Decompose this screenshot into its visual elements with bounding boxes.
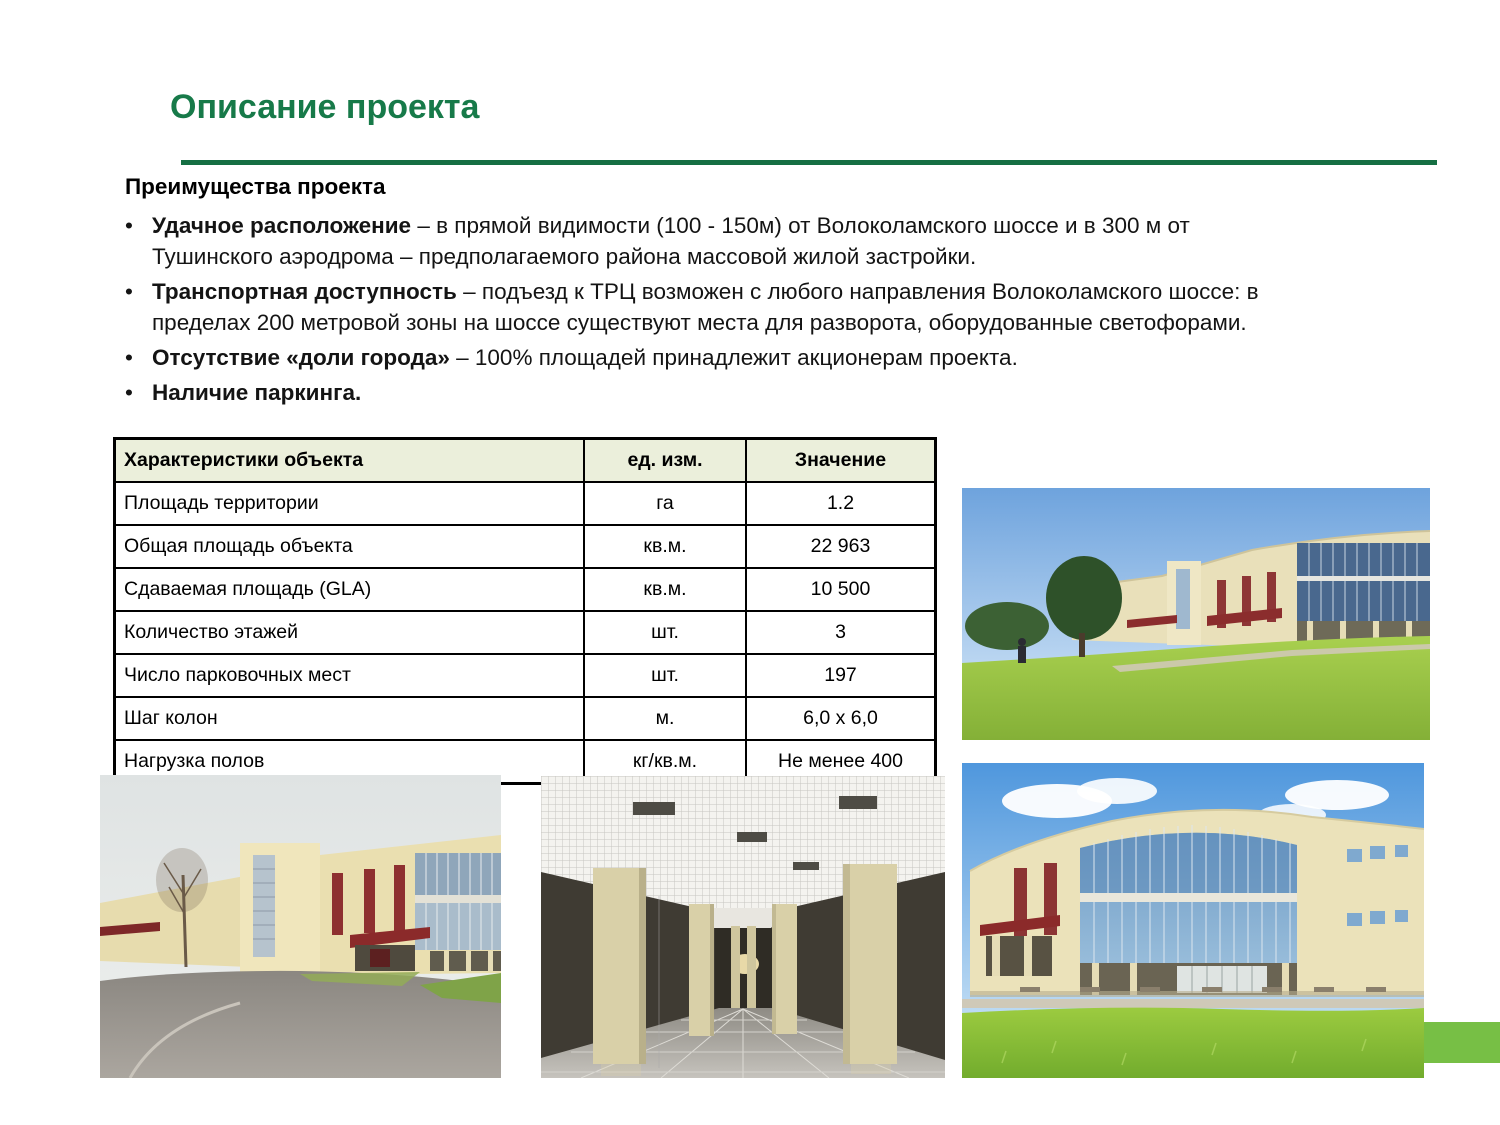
advantages-heading: Преимущества проекта [125,174,386,199]
row-unit: кв.м. [584,568,746,611]
table-row [115,525,936,568]
bullet-marker: • [125,279,133,304]
row-label: Количество этажей [115,611,585,654]
page-title: Описание проекта [170,88,480,126]
table-row [115,482,936,525]
row-unit: шт. [584,611,746,654]
row-value: Не менее 400 [746,740,936,784]
bullet-marker: • [125,380,133,405]
row-label: Сдаваемая площадь (GLA) [115,568,585,611]
bullet-item-location [125,210,1315,272]
row-value: 197 [746,654,936,697]
bullet-lead: Отсутствие «доли города» [152,345,450,370]
row-label: Число парковочных мест [115,654,585,697]
object-characteristics-table [113,437,937,785]
table-row [115,611,936,654]
row-label: Шаг колон [115,697,585,740]
advantages-section [125,174,1315,412]
building-exterior-side-lawn-photo [962,488,1430,740]
building-exterior-road-photo [100,775,501,1078]
row-value: 10 500 [746,568,936,611]
bullet-lead: Наличие паркинга. [152,380,362,405]
row-unit: кв.м. [584,525,746,568]
bullet-text [152,377,361,408]
bullet-item-parking [125,377,1315,408]
header-value: Значение [746,439,936,483]
table-row [115,654,936,697]
bullet-item-ownership [125,342,1315,373]
row-value: 3 [746,611,936,654]
bullet-rest: – в прямой видимости (100 - 150м) от Волоколамского шоссе и в 300 м от Тушинского аэродрома – предполагаемого района массовой жилой застройки. [152,213,1190,269]
table-row [115,568,936,611]
row-unit: м. [584,697,746,740]
bullet-text [152,276,1315,338]
bullet-marker: • [125,345,133,370]
header-unit: ед. изм. [584,439,746,483]
table-header-row [115,439,936,483]
title-underline [181,160,1437,165]
bullet-rest: – 100% площадей принадлежит акционерам проекта. [449,345,1018,370]
corner-accent-rectangle [1424,1022,1500,1063]
bullet-marker: • [125,213,133,238]
table-row [115,697,936,740]
building-exterior-curved-glass-facade-photo [962,763,1424,1078]
row-value: 1.2 [746,482,936,525]
row-label: Нагрузка полов [115,740,585,784]
row-value: 6,0 x 6,0 [746,697,936,740]
row-unit: га [584,482,746,525]
row-label: Площадь территории [115,482,585,525]
row-unit: шт. [584,654,746,697]
row-value: 22 963 [746,525,936,568]
interior-empty-retail-floor-photo [541,776,945,1078]
bullet-lead: Удачное расположение [152,213,412,238]
bullet-text [152,210,1315,272]
bullet-text [152,342,1018,373]
row-label: Общая площадь объекта [115,525,585,568]
bullet-item-transport [125,276,1315,338]
row-unit: кг/кв.м. [584,740,746,784]
header-characteristics: Характеристики объекта [115,439,585,483]
bullet-rest: – подъезд к ТРЦ возможен с любого направления Волоколамского шоссе: в пределах 200 метровой зоны на шоссе существуют места для разворота, оборудованные светофорами. [152,279,1259,335]
bullet-lead: Транспортная доступность [152,279,457,304]
